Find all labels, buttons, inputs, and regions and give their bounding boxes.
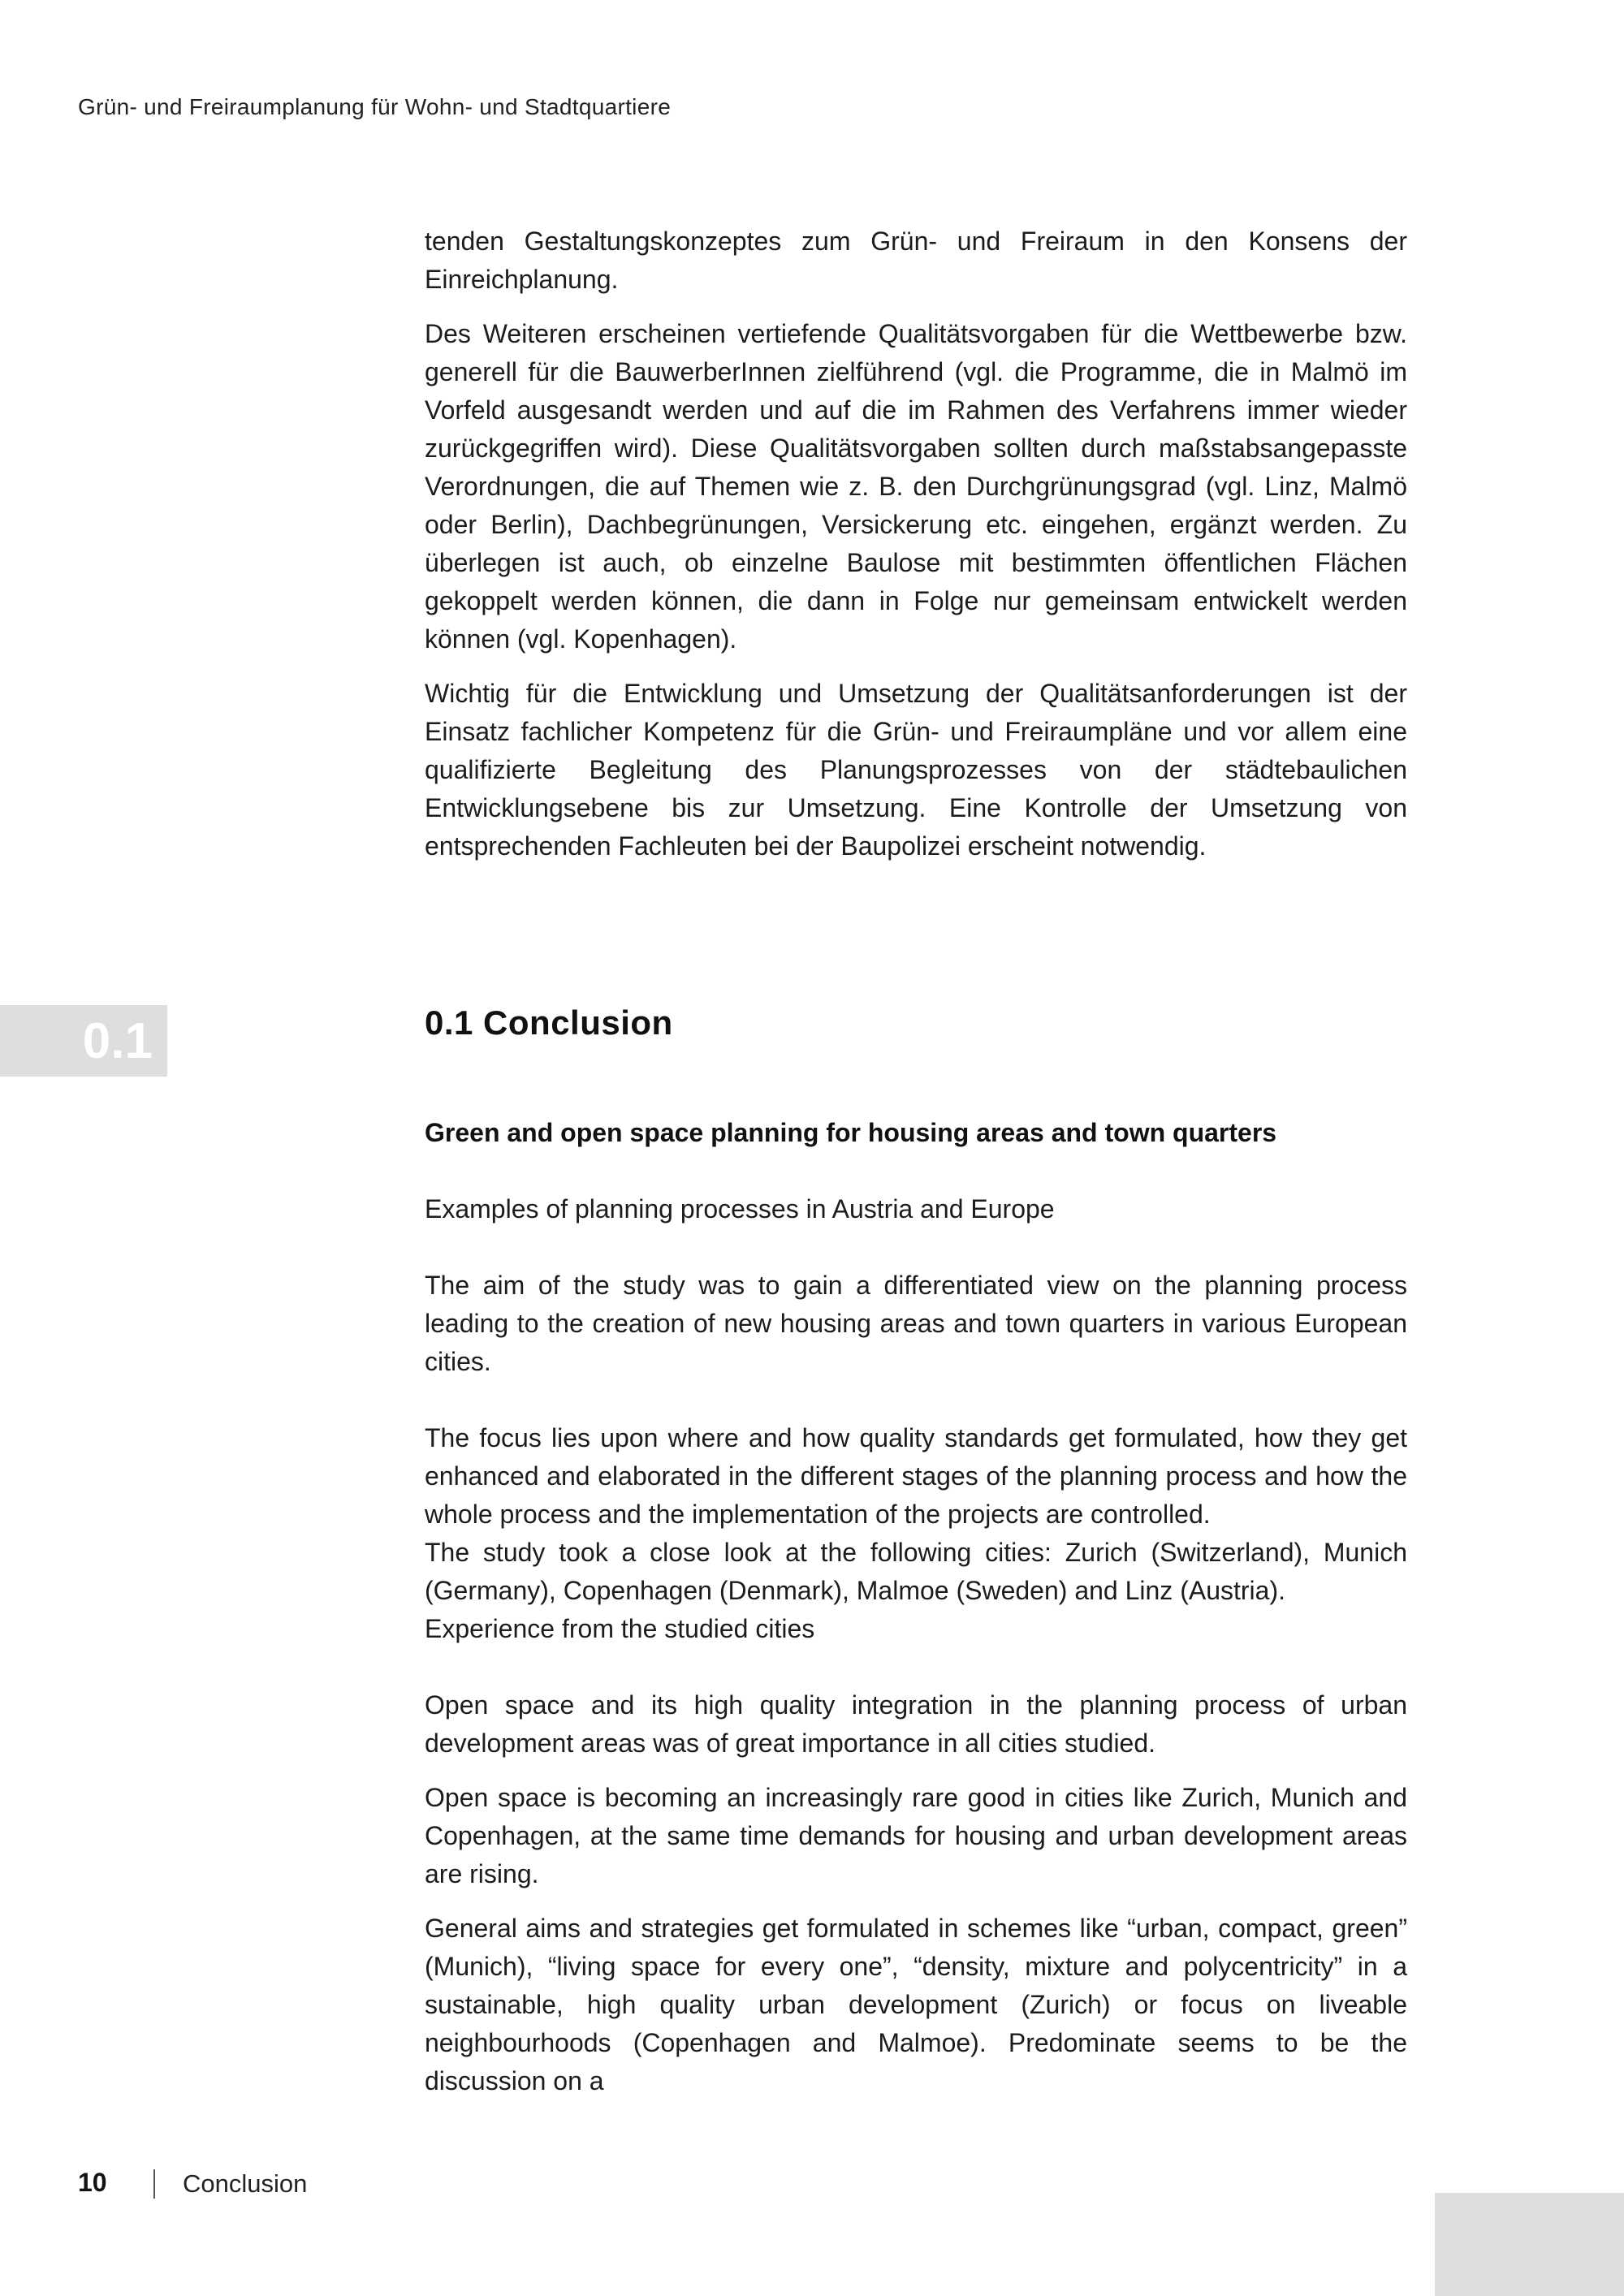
section-number-tab [0, 1005, 167, 1077]
conclusion-text-column [425, 1114, 1407, 2100]
continued-text-column [425, 222, 1407, 882]
footer-section-title: Conclusion [183, 2169, 308, 2198]
paragraph: Wichtig für die Entwicklung und Umsetzung der Qualitätsanforderungen ist der Einsatz fachlicher Kompetenz für die Grün- und Freiraumpläne und vor allem eine qualifizierte Begleitung des Planungsprozesses von der städtebaulichen Entwicklungsebene bis zur Umsetzung. Eine Kontrolle der Umsetzung von entsprechenden Fachleuten bei der Baupolizei erscheint notwendig. [425, 679, 1407, 861]
paragraph: Experience from the studied cities [425, 1614, 815, 1643]
page-number: 10 [78, 2168, 107, 2197]
section-tab-number: 0.1 [82, 1013, 153, 1069]
footer-divider [153, 2169, 155, 2199]
paragraph: The aim of the study was to gain a differentiated view on the planning process leading to the creation of new housing areas and town quarters in various European cities. [425, 1271, 1407, 1376]
paragraph: The study took a close look at the following cities: Zurich (Switzerland), Munich (Germany), Copenhagen (Denmark), Malmoe (Sweden) and Linz (Austria). [425, 1538, 1407, 1605]
paragraph: Des Weiteren erscheinen vertiefende Qualitätsvorgaben für die Wettbewerbe bzw. generell für die BauwerberInnen zielführend (vgl. die Programme, die in Malmö im Vorfeld ausgesandt werden und auf die im Rahmen des Verfahrens immer wieder zurückgegriffen wird). Diese Qualitätsvorgaben sollten durch maßstabsangepasste Verordnungen, die auf Themen wie z. B. den Durchgrünungsgrad (vgl. Linz, Malmö oder Berlin), Dachbegrünungen, Versickerung etc. eingehen, ergänzt werden. Zu überlegen ist auch, ob einzelne Baulose mit bestimmten öffentlichen Flächen gekoppelt werden können, die dann in Folge nur gemeinsam entwickelt werden können (vgl. Kopenhagen). [425, 319, 1407, 654]
paragraph: General aims and strategies get formulated in schemes like “urban, compact, green” (Munich), “living space for every one”, “density, mixture and polycentricity” in a sustainable, high quality urban development (Zurich) or focus on liveable neighbourhoods (Copenhagen and Malmoe). Predominate seems to be the discussion on a [425, 1914, 1407, 2095]
paragraph: Examples of planning processes in Austria and Europe [425, 1194, 1055, 1224]
paragraph: The focus lies upon where and how quality standards get formulated, how they get enhanced and elaborated in the different stages of the planning process and how the whole process and the implementation of the projects are controlled. [425, 1423, 1407, 1529]
section-heading: 0.1 Conclusion [425, 1003, 673, 1042]
section-subheading: Green and open space planning for housing areas and town quarters [425, 1118, 1277, 1147]
paragraph: Open space is becoming an increasingly rare good in cities like Zurich, Munich and Copenhagen, at the same time demands for housing and urban development areas are rising. [425, 1783, 1407, 1888]
paragraph: Open space and its high quality integration in the planning process of urban development areas was of great importance in all cities studied. [425, 1690, 1407, 1758]
corner-decoration [1435, 2193, 1624, 2296]
paragraph: tenden Gestaltungskonzeptes zum Grün- und Freiraum in den Konsens der Einreichplanung. [425, 227, 1407, 294]
running-header: Grün- und Freiraumplanung für Wohn- und Stadtquartiere [78, 94, 672, 119]
